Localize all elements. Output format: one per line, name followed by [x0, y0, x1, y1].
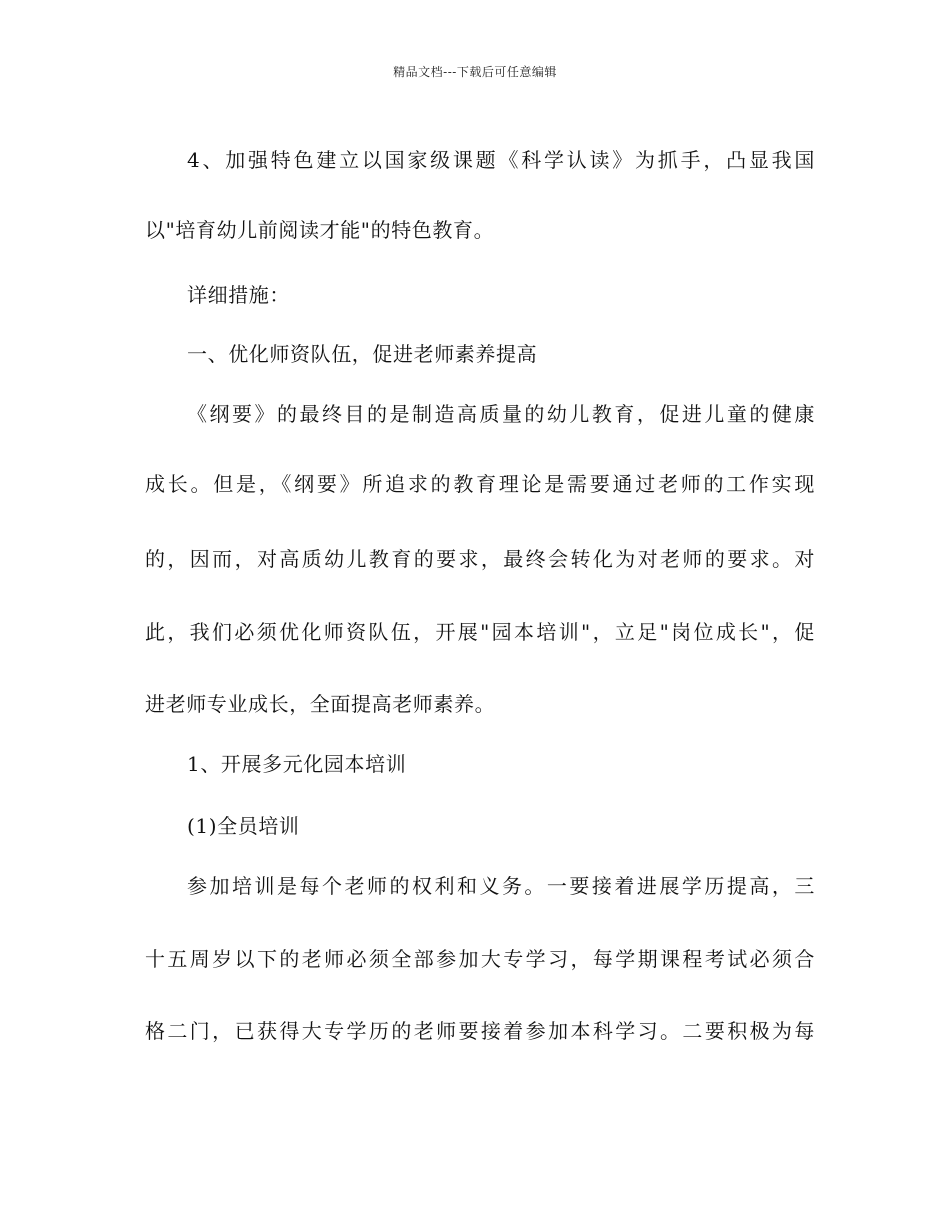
subsection-heading: 1、开展多元化园本培训 [187, 752, 407, 776]
paragraph-line: 进老师专业成长，全面提高老师素养。 [145, 692, 496, 716]
paragraph-line: 的，因而，对高质幼儿教育的要求，最终会转化为对老师的要求。对 [145, 547, 815, 571]
section-heading: 一、优化师资队伍，促进老师素养提高 [187, 342, 538, 366]
paragraph-line: 4、加强特色建立以国家级课题《科学认读》为抓手，凸显我国 [187, 148, 815, 172]
paragraph-line: 详细措施： [187, 283, 290, 307]
paragraph-line: 《纲要》的最终目的是制造高质量的幼儿教育，促进儿童的健康 [187, 402, 815, 426]
subsection-heading: (1)全员培训 [187, 814, 300, 838]
paragraph-line: 以"培育幼儿前阅读才能"的特色教育。 [145, 218, 495, 242]
paragraph-line: 成长。但是，《纲要》所追求的教育理论是需要通过老师的工作实现 [145, 472, 815, 496]
paragraph-line: 十五周岁以下的老师必须全部参加大专学习，每学期课程考试必须合 [145, 947, 815, 971]
paragraph-line: 此，我们必须优化师资队伍，开展"园本培训"，立足"岗位成长"，促 [145, 620, 815, 644]
paragraph-line: 参加培训是每个老师的权利和义务。一要接着进展学历提高，三 [187, 874, 815, 898]
paragraph-line: 格二门，已获得大专学历的老师要接着参加本科学习。二要积极为每 [145, 1019, 815, 1043]
page-header: 精品文档---下载后可任意编辑 [393, 65, 557, 79]
